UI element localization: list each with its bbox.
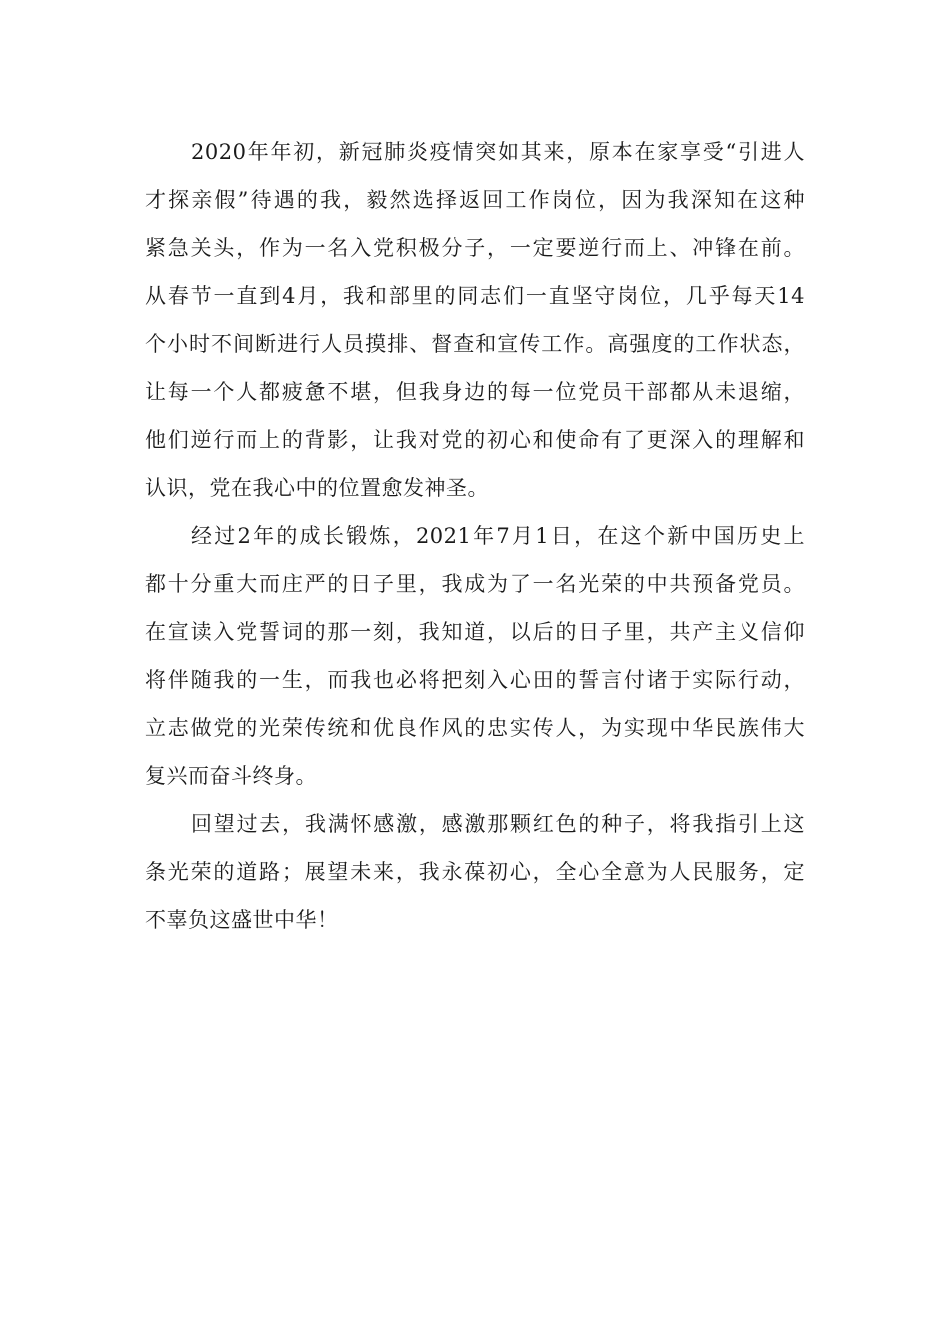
paragraph-1-line-6: 让每一个人都疲惫不堪，但我身边的每一位党员干部都从未退缩， — [145, 380, 805, 404]
paragraph-2-line-6: 复兴而奋斗终身。 — [145, 764, 317, 788]
paragraph-1-line-5: 个小时不间断进行人员摸排、督查和宣传工作。高强度的工作状态， — [145, 332, 805, 356]
paragraph-2-line-1: 经过2年的成长锻炼，2021年7月1日，在这个新中国历史上 — [191, 524, 805, 548]
paragraph-1-line-7: 他们逆行而上的背影，让我对党的初心和使命有了更深入的理解和 — [145, 428, 805, 452]
paragraph-1-line-3: 紧急关头，作为一名入党积极分子，一定要逆行而上、冲锋在前。 — [145, 236, 805, 260]
paragraph-3-line-1: 回望过去，我满怀感激，感激那颗红色的种子，将我指引上这 — [191, 812, 805, 836]
paragraph-1-line-4: 从春节一直到4月，我和部里的同志们一直坚守岗位，几乎每天14 — [145, 284, 805, 308]
paragraph-2-line-4: 将伴随我的一生，而我也必将把刻入心田的誓言付诸于实际行动， — [145, 668, 805, 692]
paragraph-1-line-2: 才探亲假”待遇的我，毅然选择返回工作岗位，因为我深知在这种 — [145, 188, 805, 212]
body-text — [145, 128, 805, 944]
paragraph-2-line-3: 在宣读入党誓词的那一刻，我知道，以后的日子里，共产主义信仰 — [145, 620, 805, 644]
paragraph-3-line-3: 不辜负这盛世中华！ — [145, 908, 339, 932]
paragraph-2-line-2: 都十分重大而庄严的日子里，我成为了一名光荣的中共预备党员。 — [145, 572, 805, 596]
paragraph-3-line-2: 条光荣的道路；展望未来，我永葆初心，全心全意为人民服务，定 — [145, 860, 805, 884]
paragraph-1-line-1: 2020年年初，新冠肺炎疫情突如其来，原本在家享受“引进人 — [191, 140, 805, 164]
paragraph-1-line-8: 认识，党在我心中的位置愈发神圣。 — [145, 476, 489, 500]
paragraph-2-line-5: 立志做党的光荣传统和优良作风的忠实传人，为实现中华民族伟大 — [145, 716, 805, 740]
